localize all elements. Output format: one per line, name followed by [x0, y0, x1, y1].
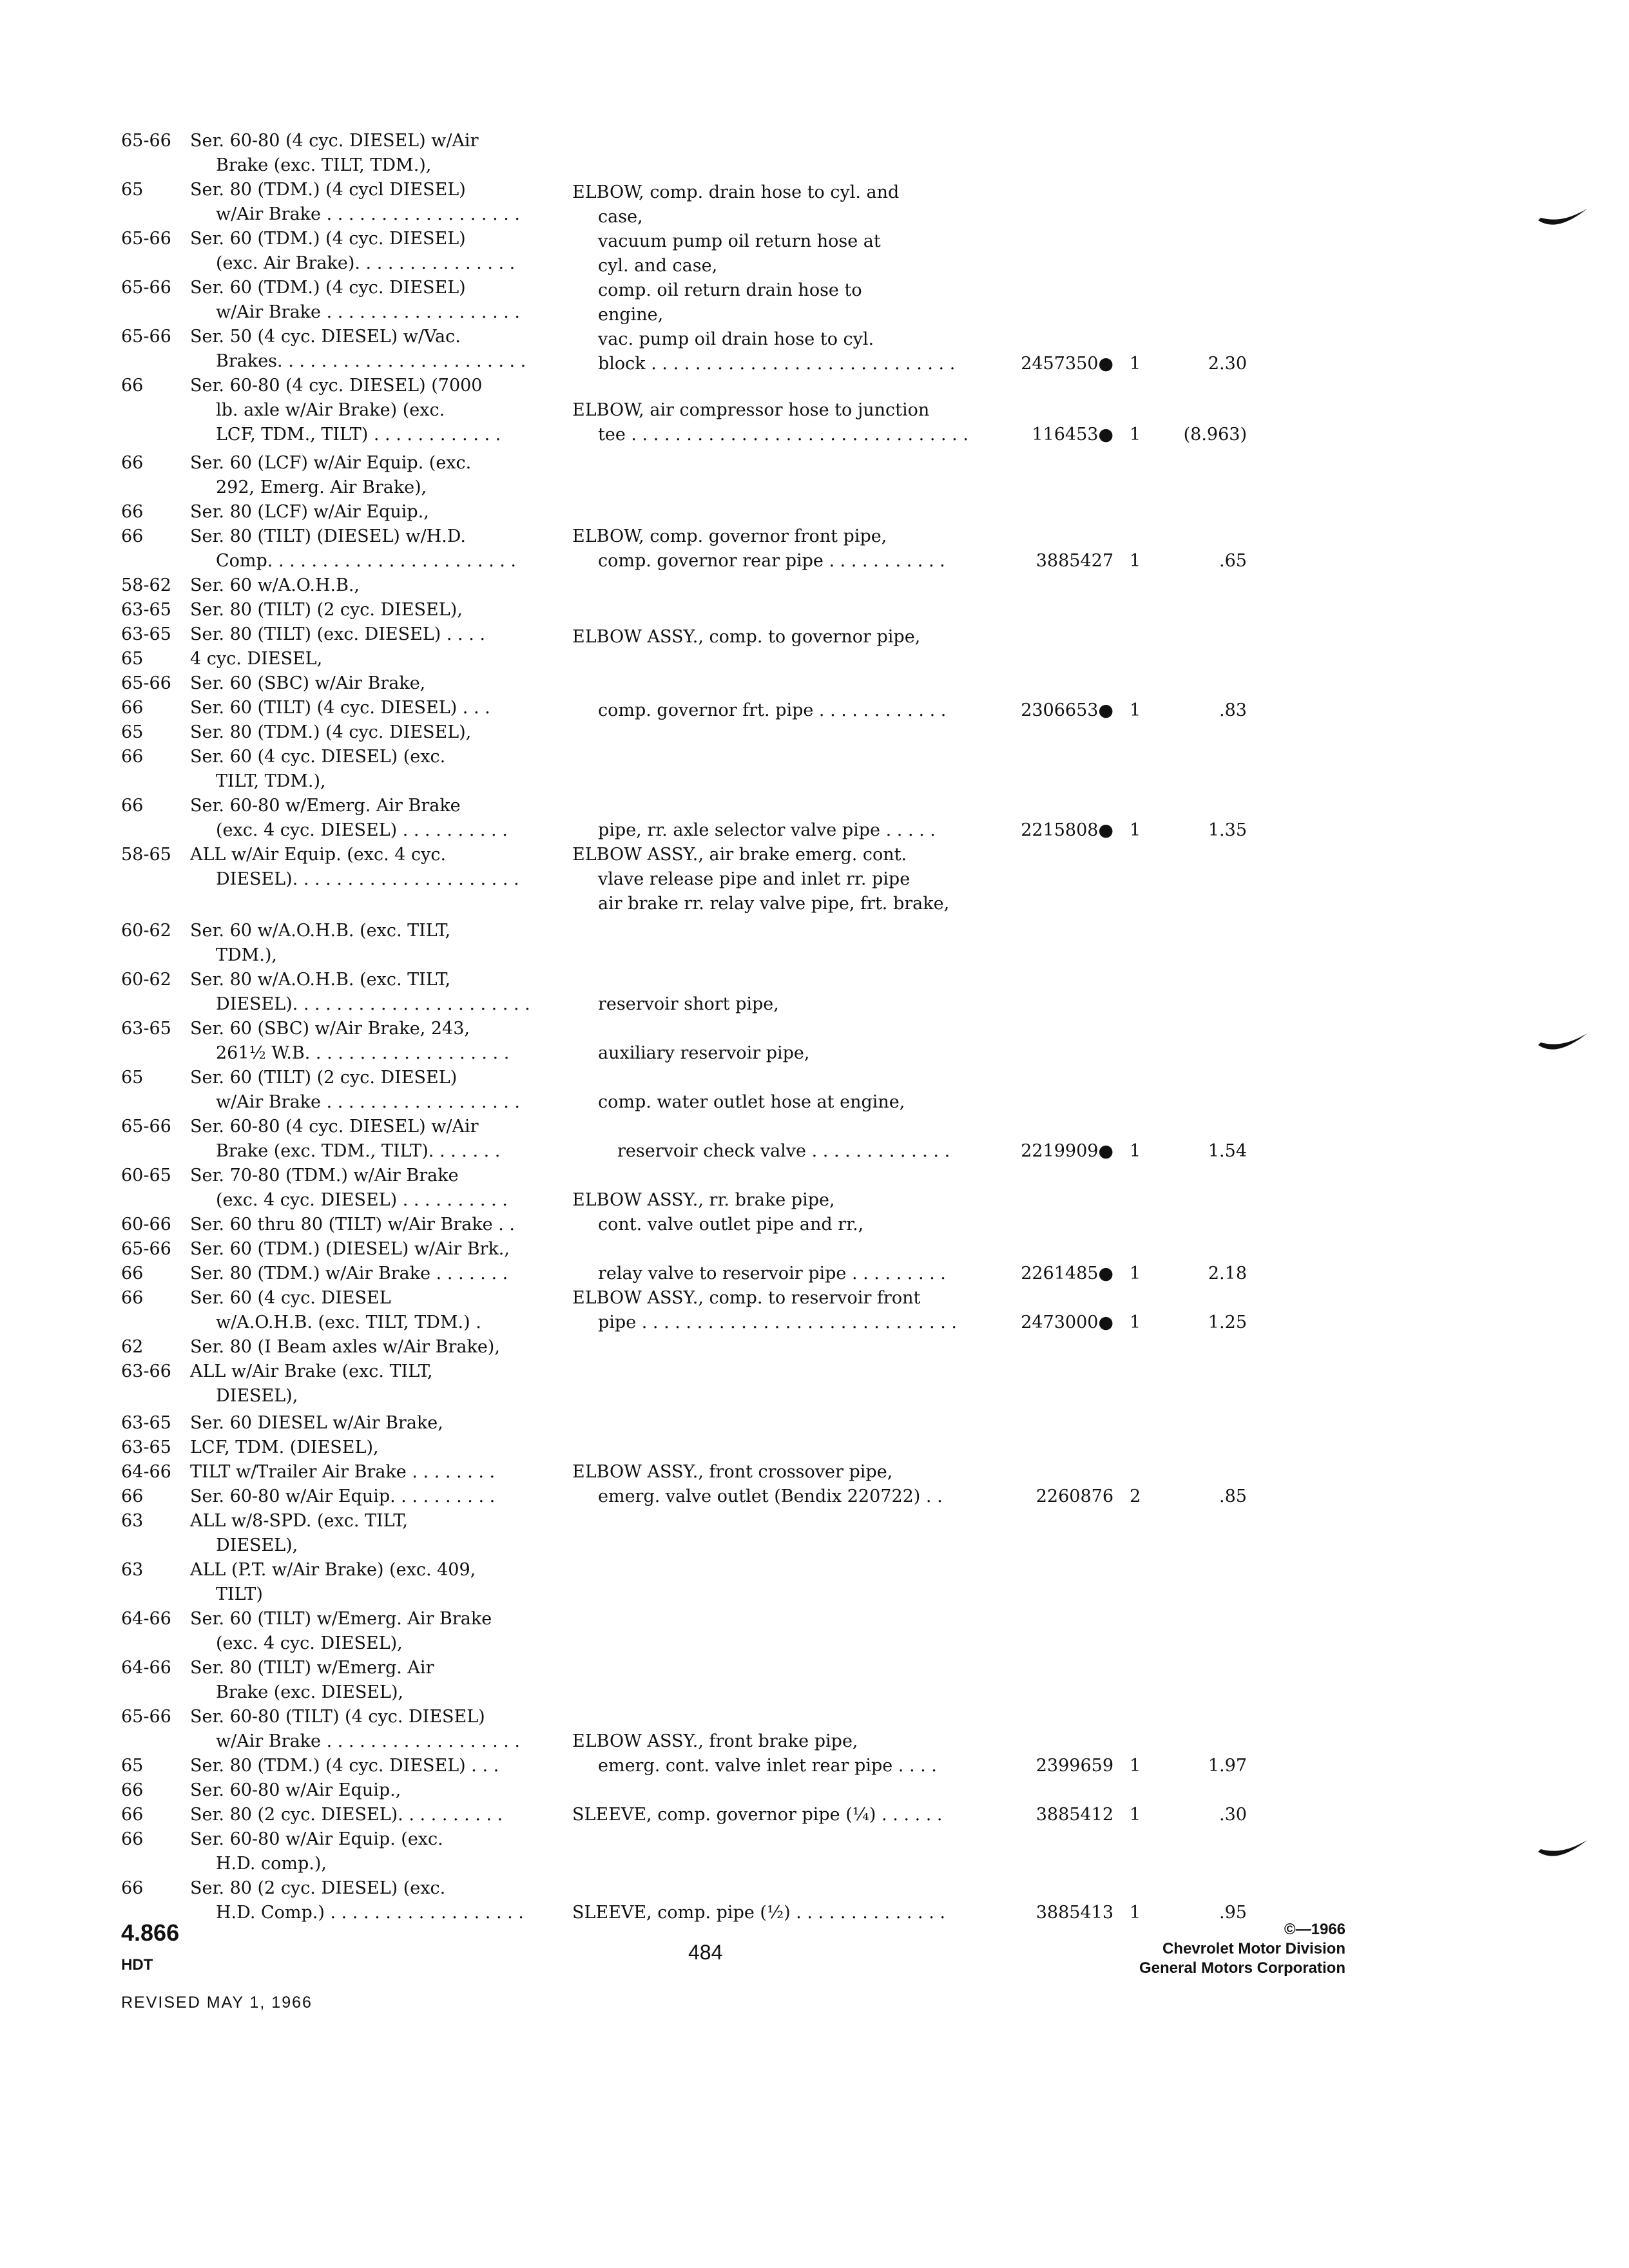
model-year: 64-66 [121, 1658, 171, 1678]
model-description: Ser. 60-80 (TILT) (4 cyc. DIESEL) [190, 1707, 485, 1727]
list-price: .83 [1219, 700, 1247, 720]
copyright-notice: ©—1966 [1284, 1921, 1345, 1938]
model-year: 63-66 [121, 1361, 171, 1381]
model-year: 62 [121, 1337, 144, 1357]
model-year: 66 [121, 1780, 144, 1800]
part-description: ELBOW, air compressor hose to junction [572, 400, 930, 420]
model-description: Ser. 60 (TDM.) (4 cyc. DIESEL) [190, 229, 466, 249]
part-description-continued: cyl. and case, [598, 256, 718, 276]
part-number: 2473000● [1021, 1312, 1113, 1332]
model-year: 65-66 [121, 673, 171, 693]
part-number: 2306653● [1021, 700, 1113, 720]
section-number: 4.866 [121, 1919, 180, 1946]
list-price: 1.97 [1208, 1756, 1247, 1776]
part-description-continued: reservoir check valve . . . . . . . . . . . . . [617, 1141, 950, 1161]
list-price: 1.25 [1208, 1312, 1247, 1332]
part-description-continued: vacuum pump oil return hose at [598, 231, 881, 251]
list-price: 2.30 [1208, 354, 1247, 374]
model-year: 66 [121, 747, 144, 767]
model-description: TILT w/Trailer Air Brake . . . . . . . . [190, 1462, 496, 1482]
part-number: 2457350● [1021, 354, 1113, 374]
part-description: ELBOW ASSY., comp. to governor pipe, [572, 627, 921, 647]
model-description: Ser. 60 (TILT) (4 cyc. DIESEL) . . . [190, 698, 490, 718]
model-year: 63-65 [121, 624, 171, 644]
model-description: ALL (P.T. w/Air Brake) (exc. 409, [190, 1560, 476, 1580]
model-description-continued: w/Air Brake . . . . . . . . . . . . . . . . . . [216, 1092, 520, 1112]
part-number: 2399659 [1036, 1756, 1113, 1776]
model-description-continued: DIESEL), [216, 1535, 298, 1555]
model-description: Ser. 80 (TILT) (exc. DIESEL) . . . . [190, 624, 485, 644]
model-description: Ser. 80 (LCF) w/Air Equip., [190, 502, 429, 522]
model-description-continued: H.D. comp.), [216, 1854, 327, 1874]
model-description: Ser. 80 (I Beam axles w/Air Brake), [190, 1337, 500, 1357]
model-description-continued: Brake (exc. DIESEL), [216, 1682, 404, 1702]
part-description-continued: block . . . . . . . . . . . . . . . . . . . . . . . . . . . . [598, 354, 956, 374]
model-description-continued: TILT) [216, 1584, 263, 1604]
model-description: Ser. 80 (TDM.) (4 cycl DIESEL) [190, 180, 466, 200]
model-description: Ser. 80 (TILT) (DIESEL) w/H.D. [190, 526, 466, 546]
model-description: Ser. 60 w/A.O.H.B., [190, 575, 360, 595]
model-year: 64-66 [121, 1462, 171, 1482]
model-year: 66 [121, 453, 144, 473]
model-year: 60-62 [121, 921, 171, 941]
model-year: 65-66 [121, 278, 171, 298]
part-description-continued: relay valve to reservoir pipe . . . . . . . . . [598, 1264, 946, 1283]
part-description-continued: comp. water outlet hose at engine, [598, 1092, 905, 1112]
model-description: Ser. 80 (TILT) (2 cyc. DIESEL), [190, 600, 463, 620]
part-description-continued: engine, [598, 305, 664, 325]
model-year: 65-66 [121, 229, 171, 249]
list-price: 1.54 [1208, 1141, 1247, 1161]
model-description: Ser. 60 (TILT) w/Emerg. Air Brake [190, 1609, 492, 1629]
part-description: ELBOW ASSY., comp. to reservoir front [572, 1288, 921, 1308]
part-description-continued: emerg. cont. valve inlet rear pipe . . . . [598, 1756, 937, 1776]
model-description: Ser. 80 (2 cyc. DIESEL) (exc. [190, 1878, 446, 1898]
model-year: 63-65 [121, 1019, 171, 1039]
part-description: ELBOW ASSY., front crossover pipe, [572, 1462, 893, 1482]
model-year: 66 [121, 698, 144, 718]
list-price: 1.35 [1208, 820, 1247, 840]
model-description: Ser. 60 (TDM.) (4 cyc. DIESEL) [190, 278, 466, 298]
model-year: 66 [121, 1288, 144, 1308]
part-description-continued: vlave release pipe and inlet rr. pipe [598, 869, 911, 889]
model-year: 60-62 [121, 970, 171, 990]
model-year: 65-66 [121, 1239, 171, 1259]
model-description-continued: Brake (exc. TILT, TDM.), [216, 155, 432, 175]
model-description: Ser. 70-80 (TDM.) w/Air Brake [190, 1166, 459, 1186]
model-year: 64-66 [121, 1609, 171, 1629]
model-year: 65 [121, 722, 144, 742]
division-name: Chevrolet Motor Division [1162, 1940, 1345, 1957]
model-description: Ser. 60-80 (4 cyc. DIESEL) w/Air [190, 131, 479, 151]
model-description-continued: w/Air Brake . . . . . . . . . . . . . . . . . . [216, 204, 520, 224]
part-description-continued: auxiliary reservoir pipe, [598, 1043, 810, 1063]
model-description-continued: DIESEL). . . . . . . . . . . . . . . . . . . . . . [216, 994, 530, 1014]
list-price: .85 [1219, 1486, 1247, 1506]
model-description-continued: Comp. . . . . . . . . . . . . . . . . . . . . . . [216, 551, 517, 571]
part-description: ELBOW, comp. drain hose to cyl. and [572, 182, 900, 202]
model-description: Ser. 80 (TDM.) (4 cyc. DIESEL), [190, 722, 472, 742]
model-description: Ser. 60 (SBC) w/Air Brake, [190, 673, 426, 693]
model-year: 63-65 [121, 1413, 171, 1433]
part-description: SLEEVE, comp. pipe (½) . . . . . . . . . . . . . . [572, 1903, 945, 1923]
corporation-name: General Motors Corporation [1139, 1959, 1345, 1977]
model-description-continued: LCF, TDM., TILT) . . . . . . . . . . . . [216, 425, 501, 445]
part-number: 116453● [1032, 425, 1113, 445]
part-description: ELBOW ASSY., air brake emerg. cont. [572, 845, 907, 865]
model-description: Ser. 80 (TILT) w/Emerg. Air [190, 1658, 434, 1678]
model-year: 65 [121, 649, 144, 669]
part-number: 3885413 [1036, 1903, 1113, 1923]
part-number: 3885412 [1036, 1805, 1113, 1825]
model-year: 66 [121, 376, 144, 396]
list-price: .95 [1219, 1903, 1247, 1923]
part-description: ELBOW, comp. governor front pipe, [572, 526, 887, 546]
catalog-code: HDT [121, 1956, 153, 1974]
model-year: 65 [121, 1068, 144, 1088]
model-description: Ser. 60 DIESEL w/Air Brake, [190, 1413, 443, 1433]
model-description: Ser. 80 (2 cyc. DIESEL). . . . . . . . . . [190, 1805, 503, 1825]
quantity: 1 [1130, 1756, 1141, 1776]
model-year: 60-66 [121, 1215, 171, 1235]
model-description-continued: w/A.O.H.B. (exc. TILT, TDM.) . [216, 1312, 481, 1332]
model-description-continued: (exc. 4 cyc. DIESEL) . . . . . . . . . . [216, 1190, 508, 1210]
model-description-continued: 261½ W.B. . . . . . . . . . . . . . . . . . . [216, 1043, 510, 1063]
model-description-continued: w/Air Brake . . . . . . . . . . . . . . . . . . [216, 302, 520, 322]
part-description-continued: pipe . . . . . . . . . . . . . . . . . . . . . . . . . . . . . [598, 1312, 957, 1332]
model-description: Ser. 60-80 w/Emerg. Air Brake [190, 796, 461, 816]
part-description-continued: tee . . . . . . . . . . . . . . . . . . . . . . . . . . . . . . . [598, 425, 969, 445]
model-description: Ser. 60 (TDM.) (DIESEL) w/Air Brk., [190, 1239, 510, 1259]
quantity: 1 [1130, 1312, 1141, 1332]
model-description-continued: (exc. 4 cyc. DIESEL) . . . . . . . . . . [216, 820, 508, 840]
model-year: 66 [121, 1486, 144, 1506]
check-mark-icon [1537, 205, 1588, 231]
part-number: 2261485● [1021, 1264, 1113, 1283]
quantity: 1 [1130, 425, 1141, 445]
part-description-continued: case, [598, 207, 643, 227]
part-description-continued: comp. governor frt. pipe . . . . . . . . . . . . [598, 700, 947, 720]
model-description-continued: lb. axle w/Air Brake) (exc. [216, 400, 445, 420]
quantity: 1 [1130, 354, 1141, 374]
model-description-continued: TILT, TDM.), [216, 771, 326, 791]
check-mark-icon [1537, 1030, 1588, 1055]
model-year: 65-66 [121, 327, 171, 347]
quantity: 1 [1130, 1805, 1141, 1825]
model-year: 66 [121, 1878, 144, 1898]
model-description: Ser. 60 thru 80 (TILT) w/Air Brake . . [190, 1215, 515, 1235]
quantity: 1 [1130, 1264, 1141, 1283]
model-description-continued: DIESEL), [216, 1386, 298, 1406]
check-mark-icon [1537, 1836, 1588, 1862]
model-description: Ser. 60-80 w/Air Equip. (exc. [190, 1829, 443, 1849]
model-description: Ser. 80 (TDM.) w/Air Brake . . . . . . . [190, 1264, 508, 1283]
model-description-continued: TDM.), [216, 945, 278, 965]
quantity: 1 [1130, 1903, 1141, 1923]
quantity: 1 [1130, 1141, 1141, 1161]
part-description-continued: emerg. valve outlet (Bendix 220722) . . [598, 1486, 943, 1506]
model-description: Ser. 60 w/A.O.H.B. (exc. TILT, [190, 921, 451, 941]
model-year: 65-66 [121, 1117, 171, 1137]
list-price: 2.18 [1208, 1264, 1247, 1283]
part-description: ELBOW ASSY., front brake pipe, [572, 1731, 858, 1751]
part-number: 2215808● [1021, 820, 1113, 840]
model-year: 63 [121, 1560, 144, 1580]
model-year: 58-62 [121, 575, 171, 595]
list-price: .30 [1219, 1805, 1247, 1825]
model-year: 66 [121, 1805, 144, 1825]
revision-date: REVISED MAY 1, 1966 [121, 1994, 313, 2012]
model-description: ALL w/Air Brake (exc. TILT, [190, 1361, 433, 1381]
model-year: 63-65 [121, 600, 171, 620]
list-price: .65 [1219, 551, 1247, 571]
model-description: Ser. 60 (SBC) w/Air Brake, 243, [190, 1019, 470, 1039]
model-year: 66 [121, 526, 144, 546]
model-description-continued: (exc. 4 cyc. DIESEL), [216, 1633, 403, 1653]
model-description-continued: H.D. Comp.) . . . . . . . . . . . . . . . . . . [216, 1903, 524, 1923]
model-year: 63-65 [121, 1437, 171, 1457]
quantity: 1 [1130, 820, 1141, 840]
model-description: ALL w/Air Equip. (exc. 4 cyc. [190, 845, 447, 865]
part-description: ELBOW ASSY., rr. brake pipe, [572, 1190, 835, 1210]
model-description-continued: (exc. Air Brake). . . . . . . . . . . . . . . [216, 253, 516, 273]
model-description: Ser. 60-80 (4 cyc. DIESEL) w/Air [190, 1117, 479, 1137]
model-description: Ser. 60-80 w/Air Equip. . . . . . . . . . [190, 1486, 496, 1506]
part-description-continued: pipe, rr. axle selector valve pipe . . . . . [598, 820, 936, 840]
part-number: 2260876 [1036, 1486, 1113, 1506]
model-year: 66 [121, 1264, 144, 1283]
model-description: Ser. 80 (TDM.) (4 cyc. DIESEL) . . . [190, 1756, 499, 1776]
part-description-continued: air brake rr. relay valve pipe, frt. brake, [598, 894, 950, 914]
model-description: Ser. 60 (LCF) w/Air Equip. (exc. [190, 453, 472, 473]
model-description-continued: 292, Emerg. Air Brake), [216, 477, 427, 497]
model-description: Ser. 80 w/A.O.H.B. (exc. TILT, [190, 970, 451, 990]
model-year: 60-65 [121, 1166, 171, 1186]
model-description: Ser. 60-80 (4 cyc. DIESEL) (7000 [190, 376, 483, 396]
model-year: 66 [121, 502, 144, 522]
model-year: 65-66 [121, 1707, 171, 1727]
model-year: 65 [121, 180, 144, 200]
model-description: Ser. 60-80 w/Air Equip., [190, 1780, 401, 1800]
model-description-continued: DIESEL). . . . . . . . . . . . . . . . . . . . . [216, 869, 519, 889]
part-description-continued: vac. pump oil drain hose to cyl. [598, 329, 874, 349]
part-description-continued: comp. oil return drain hose to [598, 280, 862, 300]
quantity: 2 [1130, 1486, 1141, 1506]
model-description: Ser. 60 (4 cyc. DIESEL) (exc. [190, 747, 446, 767]
model-description: Ser. 50 (4 cyc. DIESEL) w/Vac. [190, 327, 461, 347]
model-description: ALL w/8-SPD. (exc. TILT, [190, 1511, 409, 1531]
quantity: 1 [1130, 551, 1141, 571]
list-price: (8.963) [1183, 425, 1247, 445]
model-year: 65 [121, 1756, 144, 1776]
part-number: 2219909● [1021, 1141, 1113, 1161]
part-description-continued: cont. valve outlet pipe and rr., [598, 1215, 864, 1235]
part-description-continued: reservoir short pipe, [598, 994, 779, 1014]
page-number: 484 [688, 1941, 723, 1964]
model-description-continued: Brake (exc. TDM., TILT). . . . . . . [216, 1141, 501, 1161]
model-year: 65-66 [121, 131, 171, 151]
model-year: 66 [121, 796, 144, 816]
model-description: Ser. 60 (4 cyc. DIESEL [190, 1288, 391, 1308]
model-year: 63 [121, 1511, 144, 1531]
part-description: SLEEVE, comp. governor pipe (¼) . . . . . . [572, 1805, 943, 1825]
model-description-continued: Brakes. . . . . . . . . . . . . . . . . . . . . . . [216, 351, 526, 371]
model-year: 58-65 [121, 845, 171, 865]
quantity: 1 [1130, 700, 1141, 720]
model-description-continued: w/Air Brake . . . . . . . . . . . . . . . . . . [216, 1731, 520, 1751]
model-description: Ser. 60 (TILT) (2 cyc. DIESEL) [190, 1068, 458, 1088]
model-description: LCF, TDM. (DIESEL), [190, 1437, 379, 1457]
publisher-block [1139, 1920, 1345, 1978]
part-number: 3885427 [1036, 551, 1113, 571]
part-description-continued: comp. governor rear pipe . . . . . . . . . . . [598, 551, 945, 571]
model-year: 66 [121, 1829, 144, 1849]
model-description: 4 cyc. DIESEL, [190, 649, 323, 669]
